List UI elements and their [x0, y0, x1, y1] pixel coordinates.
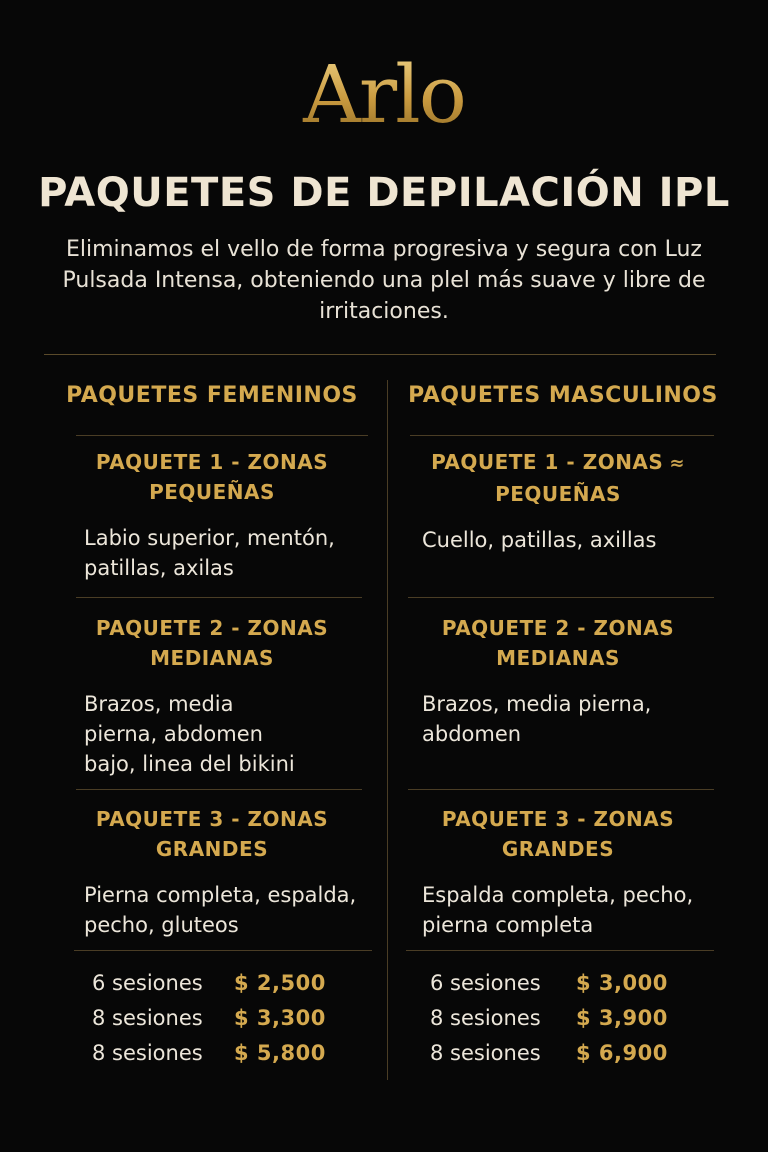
sessions-label: 8 sesiones: [92, 1006, 203, 1030]
sessions-label: 8 sesiones: [430, 1006, 541, 1030]
price-amount: $ 3,000: [576, 971, 668, 995]
female-package-2: [52, 613, 372, 779]
separator: [76, 435, 368, 436]
package-title: [398, 804, 718, 864]
price-amount: $ 3,300: [234, 1006, 326, 1030]
separator: [406, 950, 714, 951]
price-row: [52, 1036, 372, 1071]
package-title: [52, 613, 372, 673]
intro-text: Eliminamos el vello de forma progresiva y segura con Luz Pulsada Intensa, obteniendo una plel más suave y libre de irritaciones.: [62, 237, 706, 324]
package-title-text: PAQUETE 1 - ZONAS: [431, 450, 664, 474]
separator: [76, 597, 362, 598]
package-title-line-2: PEQUEÑAS: [495, 482, 621, 506]
sessions-label: 6 sesiones: [430, 971, 541, 995]
package-description: Pierna completa, espalda, pecho, gluteos: [84, 883, 357, 937]
package-description: Espalda completa, pecho, pierna completa: [422, 883, 694, 937]
male-packages-column: [398, 378, 718, 1065]
package-description: Brazos, media pierna, abdomen: [422, 692, 652, 746]
page-title: PAQUETES DE DEPILACIÓN IPL: [38, 170, 730, 216]
separator: [408, 789, 714, 790]
package-description: Cuello, patillas, axillas: [422, 528, 657, 552]
female-package-1: [52, 447, 372, 583]
package-title: [52, 447, 372, 507]
price-row: [52, 966, 372, 1001]
male-price-list: [398, 966, 718, 1071]
male-package-3: [398, 804, 718, 940]
sessions-label: 8 sesiones: [92, 1041, 203, 1065]
package-title-line-1: [398, 447, 718, 479]
package-description: Brazos, media pierna, abdomen bajo, linea del bikini: [84, 692, 295, 776]
package-description: Labio superior, mentón, patillas, axilas: [84, 526, 335, 580]
price-row: [398, 1036, 718, 1071]
price-row: [52, 1001, 372, 1036]
price-row: [398, 1001, 718, 1036]
separator: [408, 597, 714, 598]
sessions-label: 8 sesiones: [430, 1041, 541, 1065]
package-title-line-2: GRANDES: [501, 837, 615, 861]
female-price-list: [52, 966, 372, 1071]
package-title-line-1: PAQUETE 3 - ZONAS: [95, 807, 329, 831]
male-package-1: [398, 447, 718, 555]
separator: [410, 435, 714, 436]
package-title-line-2: GRANDES: [155, 837, 269, 861]
package-title-line-1: PAQUETE 1 - ZONAS: [95, 450, 329, 474]
separator: [74, 950, 372, 951]
male-package-2: [398, 613, 718, 749]
female-packages-column: [52, 378, 372, 1065]
package-title-line-2: MEDIANAS: [150, 646, 274, 670]
female-packages-heading: PAQUETES FEMENINOS: [66, 383, 358, 408]
package-title-line-2: PEQUEÑAS: [149, 480, 275, 504]
price-amount: $ 3,900: [576, 1006, 668, 1030]
package-title: [398, 447, 718, 509]
male-packages-heading: PAQUETES MASCULINOS: [408, 383, 718, 408]
price-row: [398, 966, 718, 1001]
package-title-line-1: PAQUETE 3 - ZONAS: [441, 807, 675, 831]
wavy-mark-icon: ≈: [669, 453, 685, 474]
female-package-3: [52, 804, 372, 940]
price-amount: $ 6,900: [576, 1041, 668, 1065]
price-amount: $ 2,500: [234, 971, 326, 995]
sessions-label: 6 sesiones: [92, 971, 203, 995]
package-title-line-2: MEDIANAS: [496, 646, 620, 670]
separator: [76, 789, 362, 790]
package-title-line-1: PAQUETE 2 - ZONAS: [441, 616, 675, 640]
package-title: [52, 804, 372, 864]
header-divider: [44, 354, 716, 355]
package-title: [398, 613, 718, 673]
brand-logo: Arlo: [0, 48, 768, 141]
price-amount: $ 5,800: [234, 1041, 326, 1065]
package-title-line-1: PAQUETE 2 - ZONAS: [95, 616, 329, 640]
column-divider: [387, 380, 388, 1080]
